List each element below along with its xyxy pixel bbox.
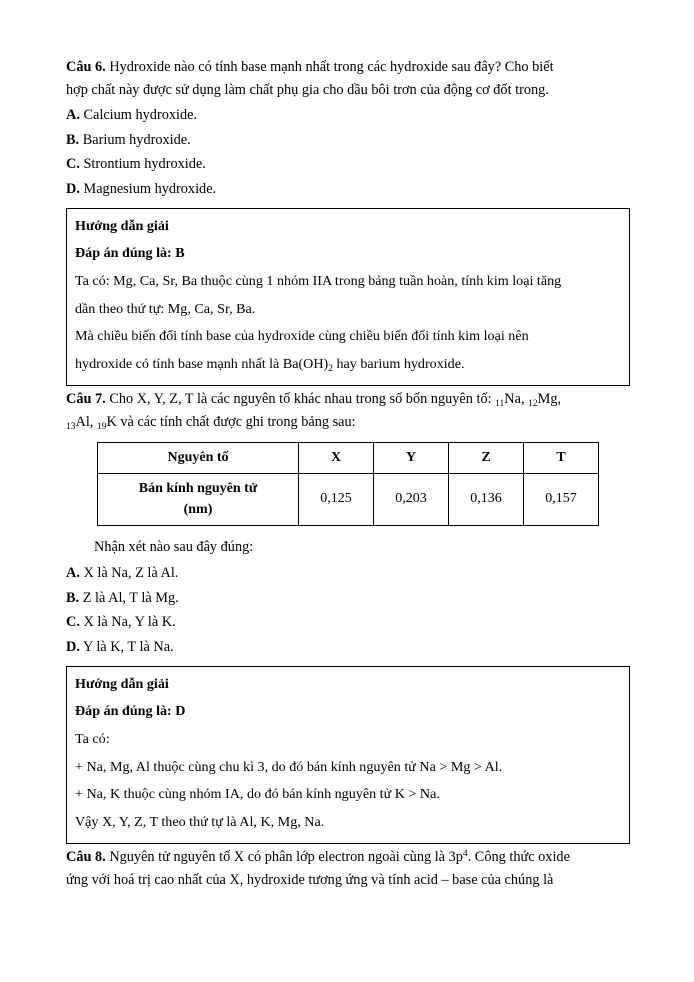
cau7-option-a bbox=[66, 561, 630, 586]
cau7-option-d-text: Y là K, T là Na. bbox=[82, 638, 174, 655]
cau6-option-a-label: A. bbox=[66, 107, 80, 124]
cau6-stem-line2: hợp chất này được sử dụng làm chất phụ gia cho dầu bôi trơn của động cơ đốt trong. bbox=[66, 82, 549, 99]
cau6-option-c-label: C. bbox=[66, 156, 80, 173]
cau7-solution-answer: Đáp án đúng là: D bbox=[75, 703, 186, 720]
atomic-radius-table bbox=[97, 442, 599, 526]
cau6-solution-title: Hướng dẫn giải bbox=[75, 217, 169, 234]
table-row-label bbox=[98, 473, 299, 525]
cau7-sub-13: 13 bbox=[66, 421, 76, 432]
cau6-option-b-text: Barium hydroxide. bbox=[82, 131, 191, 148]
cau6-option-a-text: Calcium hydroxide. bbox=[83, 107, 198, 124]
question-cau7 bbox=[66, 388, 630, 844]
table-header-z: Z bbox=[449, 442, 524, 473]
cau7-option-c-text: X là Na, Y là K. bbox=[83, 614, 176, 631]
cau6-option-d-label: D. bbox=[66, 181, 80, 198]
table-cell-t: 0,157 bbox=[524, 473, 599, 525]
cau8-stem-post: . Công thức oxide bbox=[467, 848, 570, 865]
cau6-solution-box bbox=[66, 208, 630, 386]
cau6-stem-text1: Hydroxide nào có tính base mạnh nhất trong các hydroxide sau đây? Cho biết bbox=[109, 59, 554, 75]
cau7-table-wrapper bbox=[66, 442, 630, 526]
cau6-solution-subscript: 2 bbox=[328, 363, 333, 374]
cau6-option-c-text: Strontium hydroxide. bbox=[83, 156, 206, 173]
table-row-label-line2: (nm) bbox=[183, 502, 213, 518]
table-header-t: T bbox=[524, 442, 599, 473]
cau7-option-b-text: Z là Al, T là Mg. bbox=[82, 589, 179, 606]
cau7-solution-line4: Vậy X, Y, Z, T theo thứ tự là Al, K, Mg, Na. bbox=[75, 813, 325, 830]
cau6-number: Câu 6. bbox=[66, 59, 106, 75]
table-cell-y: 0,203 bbox=[374, 473, 449, 525]
cau7-option-b-label: B. bbox=[66, 589, 80, 606]
cau7-sub-11: 11 bbox=[495, 398, 505, 409]
table-header-row bbox=[98, 442, 599, 473]
cau7-mid3: Al, bbox=[75, 413, 97, 430]
cau7-option-d bbox=[66, 635, 630, 660]
cau8-stem-line2: ứng với hoá trị cao nhất của X, hydroxide tương ứng và tính acid – base của chúng là bbox=[66, 871, 554, 888]
cau8-stem-pre: Nguyên tử nguyên tố X có phân lớp electron ngoài cùng là 3p bbox=[109, 848, 463, 865]
cau6-solution-line2: dần theo thứ tự: Mg, Ca, Sr, Ba. bbox=[75, 300, 256, 317]
cau7-mid1: Na, bbox=[504, 390, 529, 407]
table-cell-z: 0,136 bbox=[449, 473, 524, 525]
cau6-solution-line4-pre: hydroxide có tính base mạnh nhất là Ba(OH) bbox=[75, 355, 329, 372]
cau7-sub-19: 19 bbox=[96, 421, 107, 432]
table-row-label-line1: Bán kính nguyên tử bbox=[138, 480, 258, 496]
cau6-solution-line3: Mà chiều biến đổi tính base của hydroxide cùng chiều biến đổi tính kim loại nên bbox=[75, 328, 529, 345]
table-header-element: Nguyên tố bbox=[98, 442, 299, 473]
cau7-mid2: Mg, bbox=[537, 390, 562, 407]
cau6-option-c bbox=[66, 152, 630, 177]
cau6-solution-line1: Ta có: Mg, Ca, Sr, Ba thuộc cùng 1 nhóm IIA trong bảng tuần hoàn, tính kim loại tăng bbox=[75, 272, 562, 289]
cau8-number: Câu 8. bbox=[66, 848, 106, 865]
cau6-option-d-text: Magnesium hydroxide. bbox=[83, 181, 217, 198]
cau7-stem-line1 bbox=[66, 388, 630, 411]
cau7-option-c bbox=[66, 610, 630, 635]
cau7-stem-end: K và các tính chất được ghi trong bảng sau: bbox=[106, 413, 356, 430]
cau6-solution-line4 bbox=[75, 353, 621, 377]
cau7-number: Câu 7. bbox=[66, 390, 106, 407]
cau7-option-d-label: D. bbox=[66, 638, 80, 655]
cau7-option-b bbox=[66, 586, 630, 611]
cau6-option-a bbox=[66, 103, 630, 128]
table-header-y: Y bbox=[374, 442, 449, 473]
cau6-stem-line1 bbox=[66, 56, 630, 79]
question-cau6 bbox=[66, 56, 630, 386]
cau7-solution-title: Hướng dẫn giải bbox=[75, 675, 169, 692]
cau7-solution-line1: Ta có: bbox=[75, 730, 110, 747]
question-cau8 bbox=[66, 846, 630, 892]
cau6-option-b-label: B. bbox=[66, 131, 80, 148]
cau6-solution-line4-post: hay barium hydroxide. bbox=[332, 355, 465, 372]
table-header-x: X bbox=[299, 442, 374, 473]
cau8-superscript: 4 bbox=[462, 848, 468, 859]
cau6-option-b bbox=[66, 128, 630, 153]
cau8-stem-line1 bbox=[66, 846, 630, 869]
cau7-option-c-label: C. bbox=[66, 614, 80, 631]
cau7-stem-line2 bbox=[66, 411, 630, 434]
cau6-solution-answer: Đáp án đúng là: B bbox=[75, 245, 185, 262]
table-cell-x: 0,125 bbox=[299, 473, 374, 525]
cau7-sub-12: 12 bbox=[528, 398, 538, 409]
table-row bbox=[98, 473, 599, 525]
cau7-option-a-text: X là Na, Z là Al. bbox=[83, 565, 179, 582]
cau6-option-d bbox=[66, 177, 630, 202]
cau7-solution-box bbox=[66, 666, 630, 844]
cau7-solution-line2: + Na, Mg, Al thuộc cùng chu kì 3, do đó bán kính nguyên tử Na > Mg > Al. bbox=[75, 758, 503, 775]
cau7-stem-pre: Cho X, Y, Z, T là các nguyên tố khác nhau trong số bốn nguyên tố: bbox=[109, 390, 496, 407]
cau7-solution-line3: + Na, K thuộc cùng nhóm IA, do đó bán kính nguyên tử K > Na. bbox=[75, 786, 440, 803]
cau7-option-a-label: A. bbox=[66, 565, 80, 582]
cau7-note: Nhận xét nào sau đây đúng: bbox=[94, 539, 254, 556]
